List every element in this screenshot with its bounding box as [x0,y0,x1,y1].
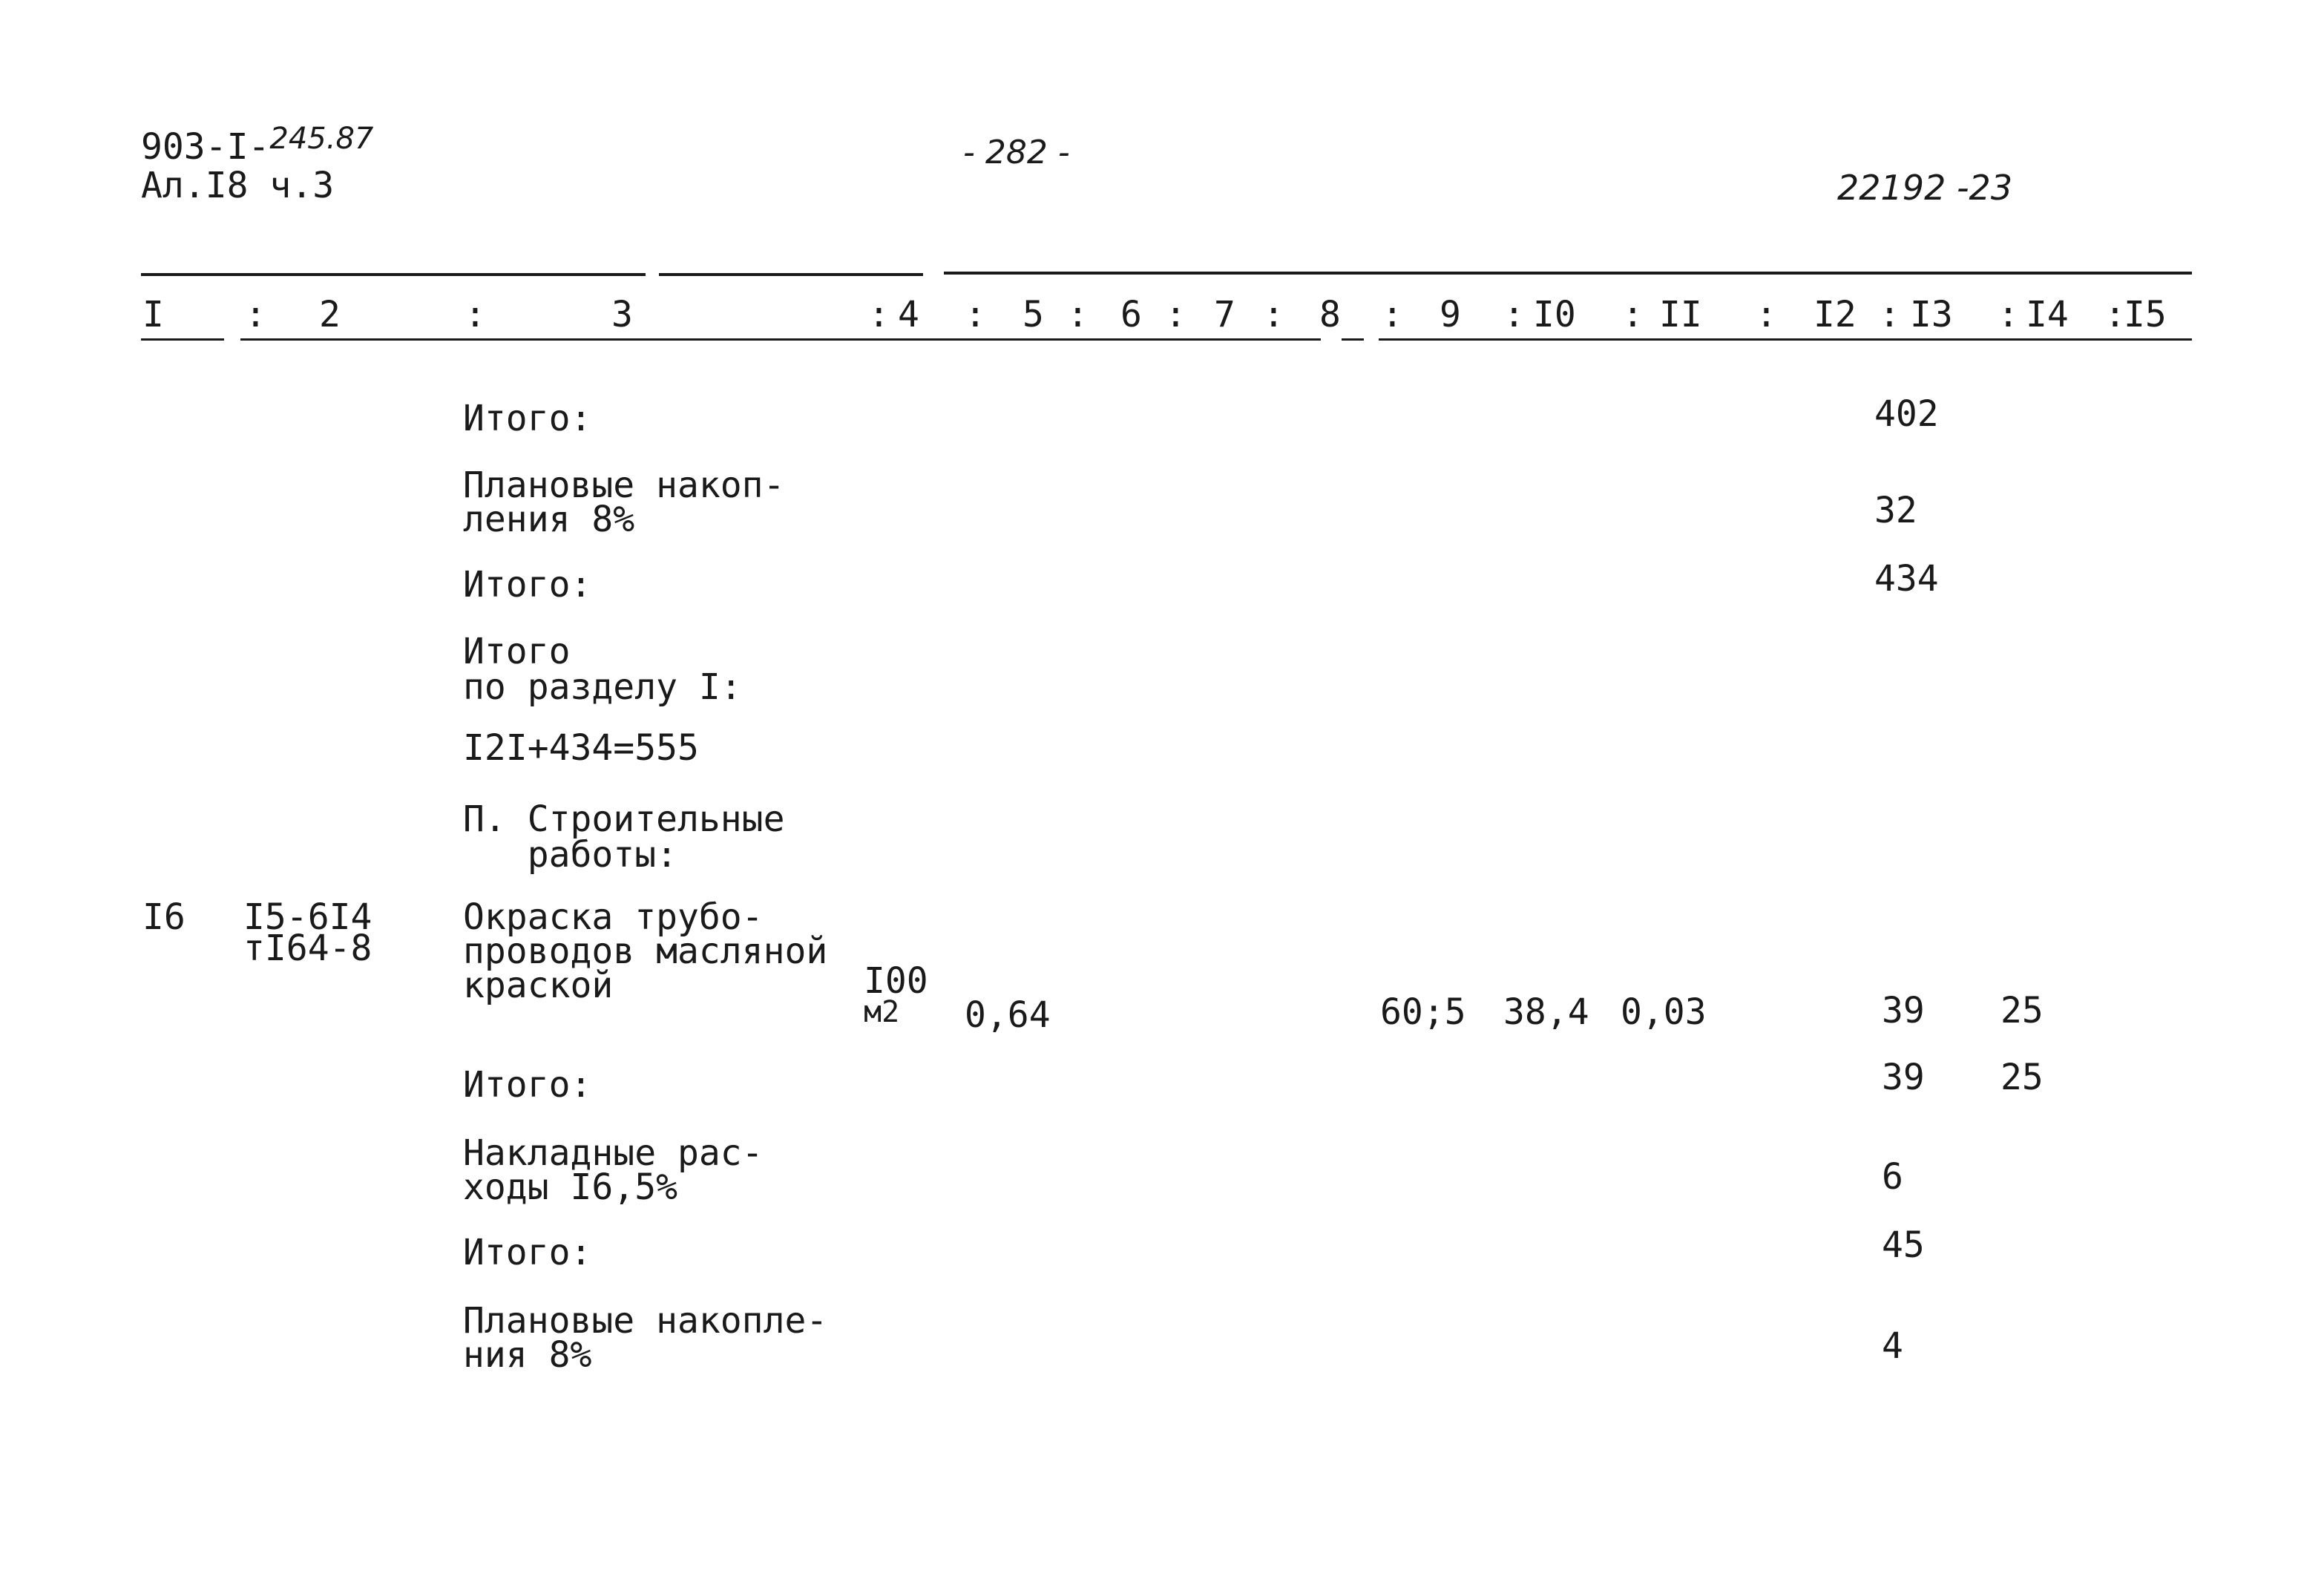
table-row-col12: 4 [1882,1325,1903,1367]
header-underline [240,338,1321,341]
col-sep: : [245,294,266,335]
table-row-col4-unit: м2 [864,995,900,1029]
table-row-col11: 0,03 [1621,991,1707,1033]
table-row-desc: проводов масляной [463,931,828,972]
col-header-6: 6 [1120,294,1142,335]
top-rule-3 [944,272,2192,275]
table-row-desc: ния 8% [463,1334,592,1376]
header-underline [1379,338,2192,341]
table-row-desc: Итого: [463,564,592,606]
table-row-desc: Плановые накоп- [463,465,785,506]
album-reference: Ал.I8 ч.3 [141,165,335,206]
table-row-col12: 402 [1874,393,1939,435]
table-row-desc: по разделу I: [463,666,742,708]
top-rule-1 [141,273,646,276]
col-sep: : [868,294,890,335]
col-sep: : [1067,294,1089,335]
table-row-desc: Итого: [463,398,592,439]
table-row-col12: 6 [1882,1156,1903,1198]
table-row-col4: I00 [864,960,928,1002]
header-underline [1342,338,1364,341]
table-row-col13: 25 [2000,1057,2044,1098]
col-sep: : [1263,294,1284,335]
table-row-col13: 25 [2000,990,2044,1031]
col-header-9: 9 [1440,294,1461,335]
table-row-desc: Итого: [463,1064,592,1106]
col-header-15: I5 [2124,294,2167,335]
col-header-2: 2 [319,294,341,335]
col-sep: : [1879,294,1900,335]
col-header-14: I4 [2026,294,2069,335]
table-row-col9: 60;5 [1380,991,1466,1033]
table-row-col1: I6 [142,896,186,938]
table-row-col12: 39 [1882,1057,1925,1098]
table-row-col2: тI64-8 [243,928,372,969]
col-sep: : [1503,294,1525,335]
table-row-desc: I2I+434=555 [463,727,699,769]
table-row-col12: 32 [1874,490,1917,531]
table-row-desc: Накладные рас- [463,1132,764,1174]
table-row-col5: 0,64 [965,994,1051,1036]
col-sep: : [1622,294,1644,335]
col-sep: : [1756,294,1777,335]
stamp-code: 22192 -23 [1837,168,2013,208]
table-row-desc: краской [463,965,614,1006]
col-sep: : [965,294,986,335]
table-row-desc: П. Строительные [463,798,785,840]
table-row-desc: работы: [463,834,677,876]
document-number [141,122,374,168]
col-header-13: I3 [1910,294,1953,335]
table-row-desc: Итого: [463,1232,592,1273]
table-row-col2: I5-6I4 [243,896,372,938]
table-row-desc: Окраска трубо- [463,896,764,938]
col-header-10: I0 [1533,294,1576,335]
col-header-11: II [1659,294,1702,335]
table-row-col12: 45 [1882,1224,1925,1266]
table-row-desc: ходы I6,5% [463,1166,677,1208]
col-sep: : [465,294,486,335]
col-header-1: I [142,294,164,335]
col-header-7: 7 [1214,294,1235,335]
table-row-desc: Плановые накопле- [463,1300,828,1342]
top-rule-2 [659,273,923,276]
col-sep: : [1165,294,1186,335]
header-underline [141,338,224,341]
table-row-col12: 39 [1882,990,1925,1031]
col-sep: : [1998,294,2019,335]
document-number-printed: 903-I- [141,126,270,168]
document-number-handwritten: 245.87 [269,122,374,156]
col-header-12: I2 [1813,294,1857,335]
table-row-col12: 434 [1874,558,1939,600]
page-number: - 282 - [963,134,1070,171]
col-header-3: 3 [611,294,633,335]
col-sep: : [1382,294,1403,335]
col-sep: : [2104,294,2126,335]
col-header-4: 4 [898,294,919,335]
table-row-desc: Итого [463,631,571,672]
table-row-desc: ления 8% [463,499,635,540]
col-header-5: 5 [1023,294,1044,335]
col-header-8: 8 [1319,294,1341,335]
table-row-col10: 38,4 [1503,991,1589,1033]
